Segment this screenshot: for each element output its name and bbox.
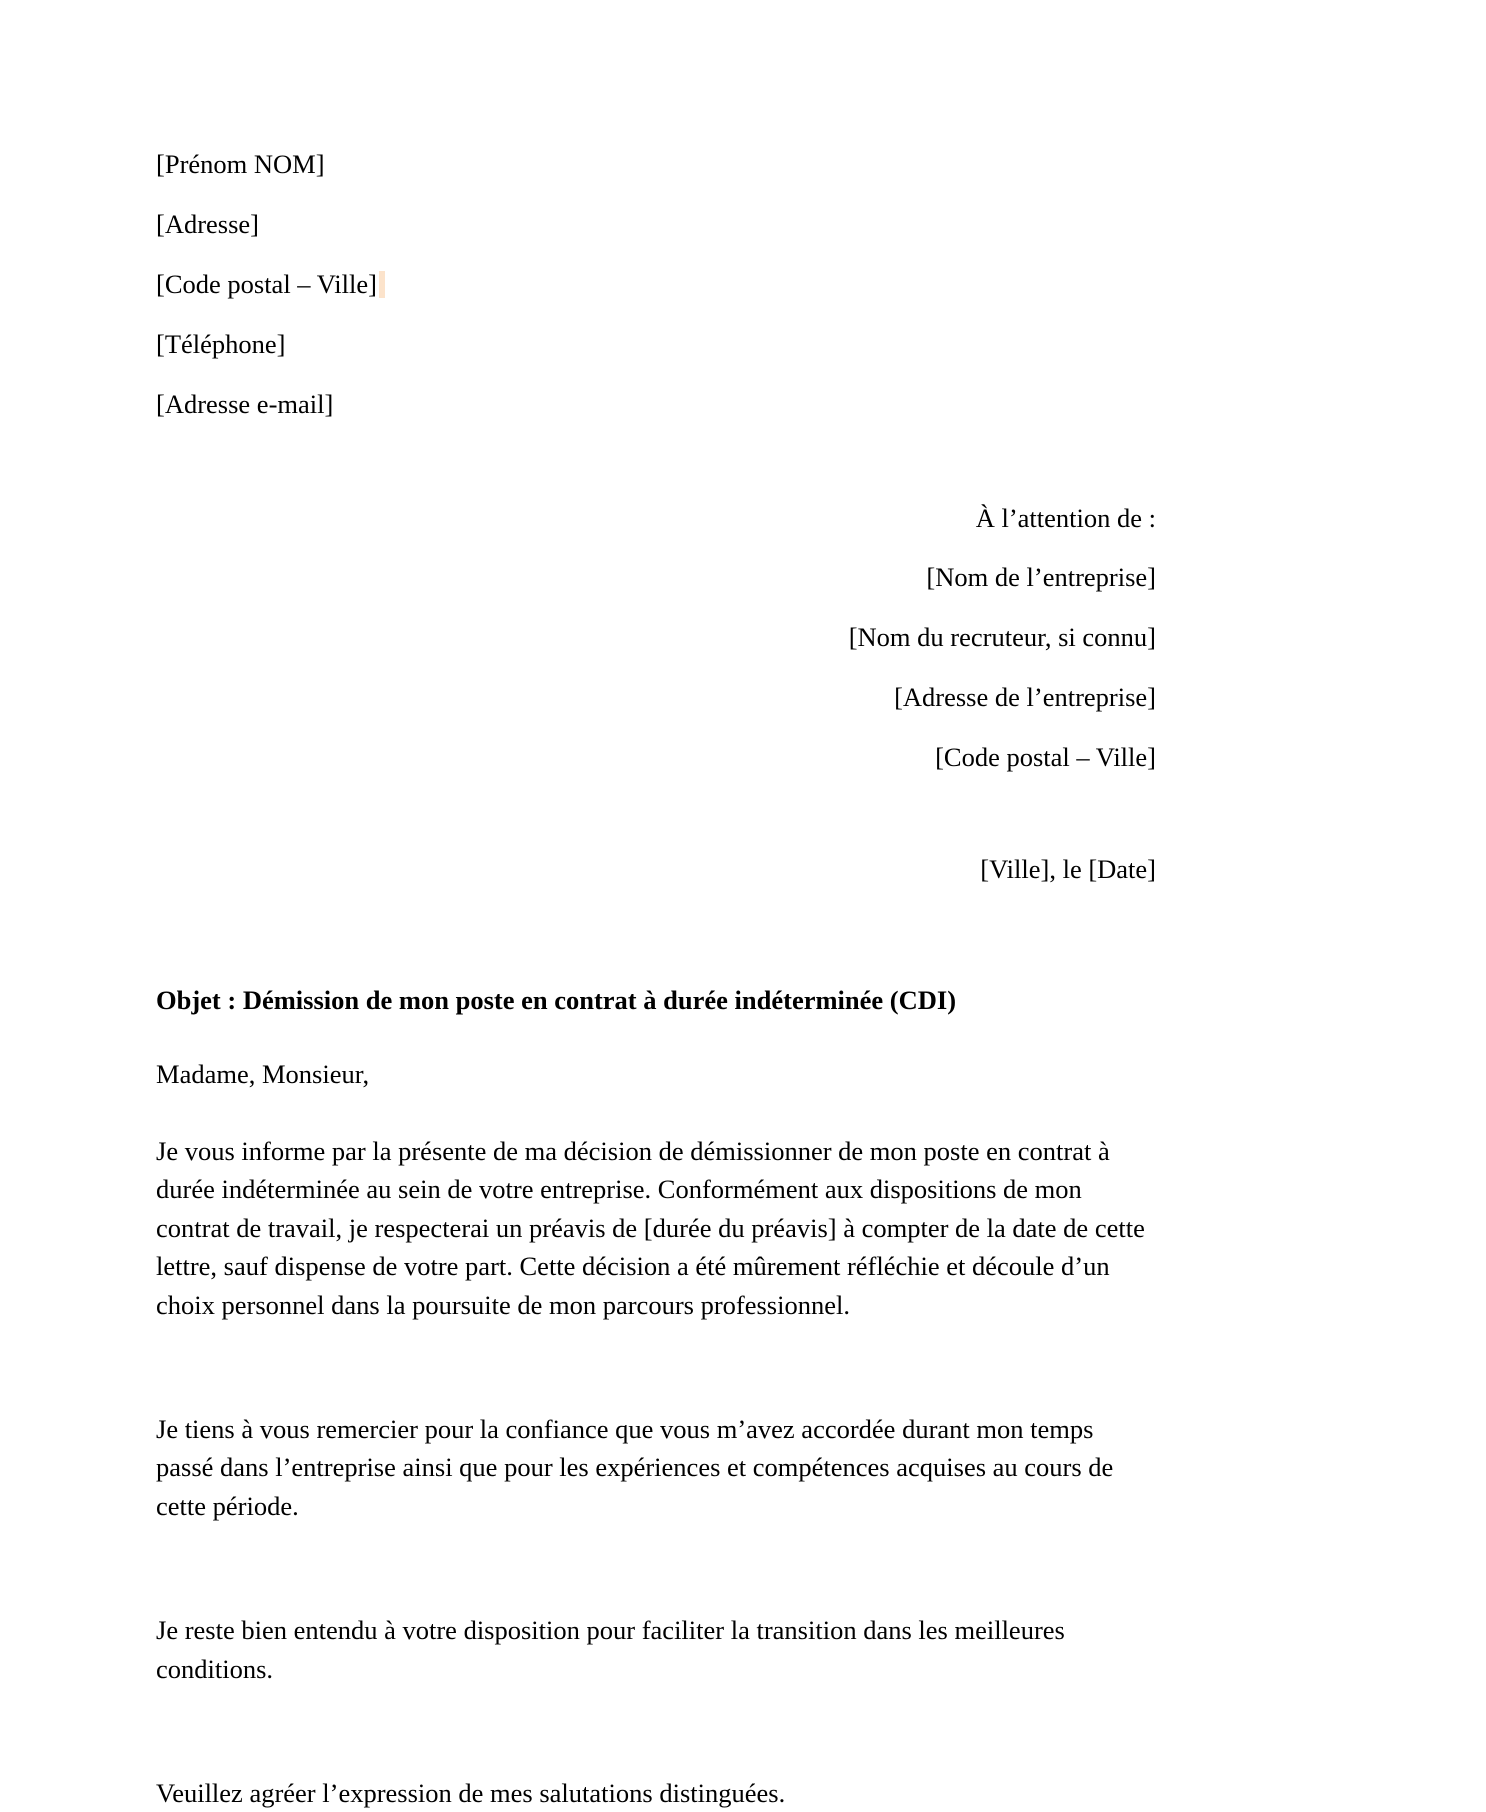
body-paragraph-2: Je tiens à vous remercier pour la confiance que vous m’avez accordée durant mon temps passé dans l’entreprise ainsi que pour les expériences et compétences acquises au cours de cette période. — [156, 1413, 1114, 1521]
sender-phone-line: [Téléphone] — [156, 328, 286, 359]
letter-body — [156, 983, 1156, 1812]
subject-line: Objet : Démission de mon poste en contrat à durée indéterminée (CDI) — [156, 984, 957, 1015]
body-paragraph-1: Je vous informe par la présente de ma décision de démissionner de mon poste en contrat à durée indéterminée au sein de votre entreprise. Conformément aux dispositions de mon contrat de travail, je respecterai un préavis de [durée du préavis] à compter de la date de cette lettre, sauf dispense de votre part. Cette décision a été mûrement réfléchie et découle d’un choix personnel dans la poursuite de mon parcours professionnel. — [156, 1135, 1145, 1320]
sender-street-line: [Adresse] — [156, 208, 260, 239]
recipient-address-block — [156, 502, 1156, 776]
recipient-attention-line: À l’attention de : — [975, 502, 1156, 533]
sender-address-block — [156, 148, 1156, 422]
salutation-line: Madame, Monsieur, — [156, 1059, 370, 1090]
closing-line: Veuillez agréer l’expression de mes salutations distinguées. — [156, 1778, 786, 1809]
sender-city-line — [156, 268, 1156, 302]
sender-name-line: [Prénom NOM] — [156, 149, 325, 179]
recipient-street-line: [Adresse de l’entreprise] — [894, 682, 1156, 713]
place-and-date-line: [Ville], le [Date] — [980, 854, 1156, 885]
text-cursor-mark — [379, 271, 385, 298]
body-paragraph-3: Je reste bien entendu à votre disposition pour faciliter la transition dans les meilleures conditions. — [156, 1615, 1065, 1684]
sender-city-text: [Code postal – Ville] — [156, 268, 377, 299]
date-block — [156, 853, 1156, 887]
recipient-company-line: [Nom de l’entreprise] — [926, 562, 1156, 593]
recipient-recruiter-line: [Nom du recruteur, si connu] — [848, 622, 1156, 653]
recipient-city-line: [Code postal – Ville] — [935, 742, 1156, 773]
letter-content — [156, 148, 1156, 1812]
sender-email-line: [Adresse e-mail] — [156, 388, 334, 419]
